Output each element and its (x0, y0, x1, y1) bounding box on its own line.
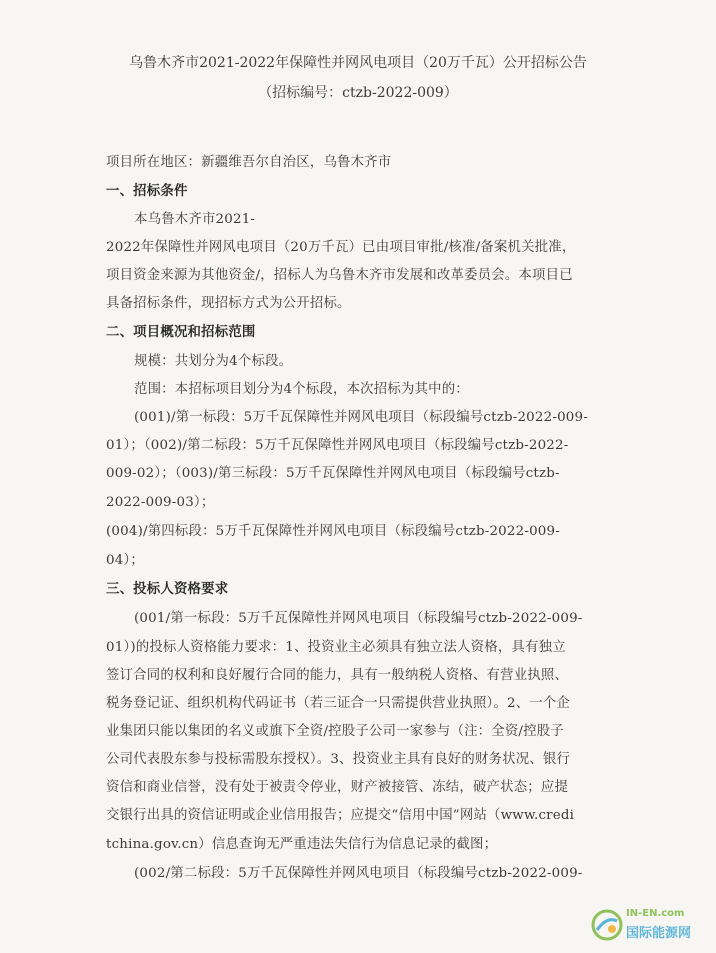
body-line: 税务登记证、组织机构代码证书（若三证合一只需提供营业执照）。2、一个企 (106, 696, 571, 711)
body-line: 资信和商业信誉，没有处于被责令停业，财产被接管、冻结，破产状态；应提 (106, 780, 569, 795)
body-line: 具备招标条件，现招标方式为公开招标。 (106, 296, 351, 311)
body-line: 签订合同的权利和良好履行合同的能力，具有一般纳税人资格、有营业执照、 (106, 668, 569, 683)
section-heading-2: 二、项目概况和招标范围 (106, 324, 256, 340)
globe-icon (590, 908, 624, 942)
body-line: 01）；（002)/第二标段：5万千瓦保障性并网风电项目（标段编号ctzb-2022- (106, 438, 569, 453)
document-subtitle: （招标编号：ctzb-2022-009） (258, 85, 458, 101)
project-location: 项目所在地区：新疆维吾尔自治区，乌鲁木齐市 (106, 155, 392, 170)
body-line: (001/第一标段：5万千瓦保障性并网风电项目（标段编号ctzb-2022-009- (134, 611, 583, 626)
body-line: 交银行出具的资信证明或企业信用报告；应提交“信用中国”网站（www.credi (106, 808, 575, 823)
body-line: 公司代表股东参与投标需股东授权）。3、投资业主具有良好的财务状况、银行 (106, 752, 571, 767)
body-line: 项目资金来源为其他资金/，招标人为乌鲁木齐市发展和改革委员会。本项目已 (106, 268, 573, 283)
body-line: 规模：共划分为4个标段。 (134, 354, 293, 369)
watermark-cn: 国际能源网 (626, 926, 692, 941)
body-line: 04）； (106, 553, 144, 568)
body-line: (002/第二标段：5万千瓦保障性并网风电项目（标段编号ctzb-2022-009- (134, 866, 583, 881)
watermark-en: IN-EN.com (626, 908, 685, 919)
document-title: 乌鲁木齐市2021-2022年保障性并网风电项目（20万千瓦）公开招标公告 (129, 55, 587, 71)
body-line: 2022年保障性并网风电项目（20万千瓦）已由项目审批/核准/备案机关批准， (106, 240, 576, 255)
body-line: 009-02）；（003)/第三标段：5万千瓦保障性并网风电项目（标段编号ctzb- (106, 466, 560, 481)
body-line: 范围：本招标项目划分为4个标段，本次招标为其中的： (134, 382, 469, 397)
body-line: 01）)的投标人资格能力要求：1、投资业主必须具有独立法人资格，具有独立 (106, 640, 566, 655)
body-line: (001)/第一标段：5万千瓦保障性并网风电项目（标段编号ctzb-2022-009- (134, 410, 588, 425)
body-line: 本乌鲁木齐市2021- (134, 212, 256, 227)
body-line: (004)/第四标段：5万千瓦保障性并网风电项目（标段编号ctzb-2022-009- (106, 524, 560, 539)
body-line: tchina.gov.cn）信息查询无严重违法失信行为信息记录的截图； (106, 837, 498, 852)
body-line: 业集团只能以集团的名义或旗下全资/控股子公司一家参与（注：全资/控股子 (106, 724, 564, 739)
watermark-logo (588, 905, 708, 945)
section-heading-1: 一、招标条件 (106, 183, 188, 199)
section-heading-3: 三、投标人资格要求 (106, 581, 229, 597)
body-line: 2022-009-03）； (106, 495, 215, 510)
